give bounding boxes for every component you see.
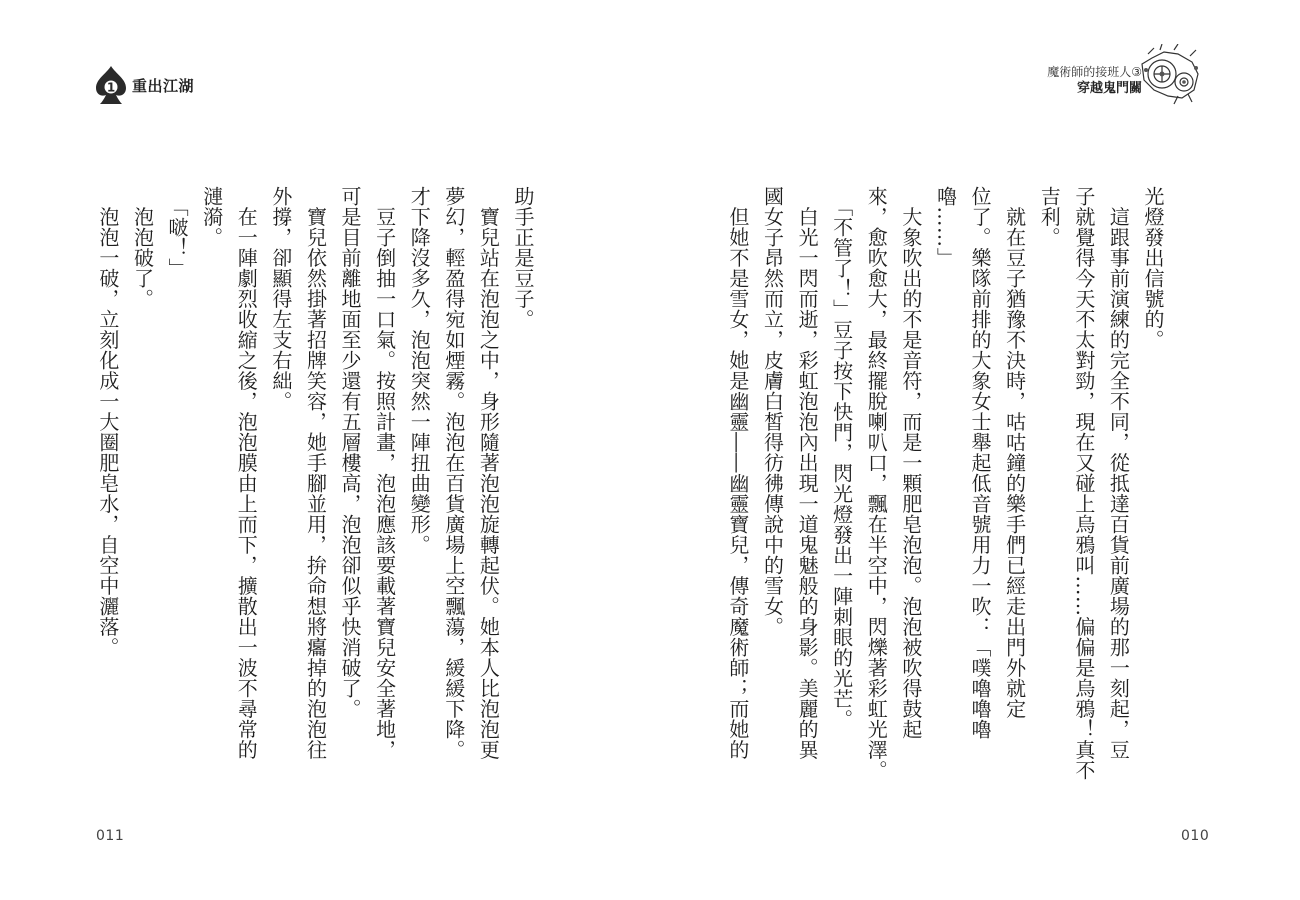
text-line: 這跟事前演練的完全不同，從抵達百貨前廣場的那一刻起，豆	[1106, 186, 1131, 760]
text-line: 就在豆子猶豫不決時，咕咕鐘的樂手們已經走出門外就定	[1002, 186, 1027, 719]
text-line: 寶兒站在泡泡之中，身形隨著泡泡旋轉起伏。她本人比泡泡更	[476, 186, 501, 760]
text-line: 國女子昂然而立，皮膚白皙得彷彿傳說中的雪女。	[760, 186, 785, 637]
text-line: 光燈發出信號的。	[1141, 186, 1165, 350]
left-page-text	[95, 186, 540, 826]
text-line: 外撐，卻顯得左支右絀。	[268, 186, 293, 412]
text-line: 子就覺得今天不太對勁，現在又碰上烏鴉叫……偏偏是烏鴉！真不	[1071, 186, 1096, 781]
right-page-text	[725, 186, 1170, 826]
chapter-header	[94, 62, 194, 108]
chapter-number: 1	[106, 80, 116, 95]
book-subtitle: 穿越鬼門關	[1076, 81, 1142, 96]
text-line: 可是目前離地面至少還有五層樓高，泡泡卻似乎快消破了。	[338, 186, 363, 719]
text-line: 但她不是雪女，她是幽靈――幽靈寶兒，傳奇魔術師；而她的	[725, 186, 750, 760]
book-title: 魔術師的接班人③	[1047, 65, 1142, 79]
page-number-right: 010	[1181, 828, 1210, 844]
page-number-left: 011	[96, 828, 125, 844]
text-line: 吉利。	[1037, 186, 1062, 248]
text-line: 泡泡破了。	[130, 186, 155, 309]
text-line: 豆子倒抽一口氣。按照計畫，泡泡應該要載著寶兒安全著地，	[372, 186, 397, 760]
text-line: 漣漪。	[199, 186, 224, 248]
chapter-title: 重出江湖	[132, 76, 195, 95]
text-line: 「啵！」	[165, 186, 190, 279]
spade-icon	[94, 64, 128, 106]
text-line: 大象吹出的不是音符，而是一顆肥皂泡泡。泡泡被吹得鼓起	[898, 186, 923, 740]
text-line: 嚕……」	[933, 186, 958, 268]
text-line: 來，愈吹愈大，最終擺脫喇叭口，飄在半空中，閃爍著彩虹光澤。	[864, 186, 889, 781]
mechanical-emblem-icon	[1134, 44, 1204, 106]
text-line: 夢幻，輕盈得宛如煙霧。泡泡在百貨廣場上空飄蕩，緩緩下降。	[441, 186, 466, 760]
text-line: 位了。樂隊前排的大象女士舉起低音號用力一吹：「噗嚕嚕嚕	[968, 186, 993, 740]
text-line: 泡泡一破，立刻化成一大圈肥皂水，自空中灑落。	[95, 186, 120, 658]
book-header	[1047, 64, 1142, 98]
text-line: 寶兒依然掛著招牌笑容，她手腳並用，拚命想將癟掉的泡泡往	[303, 186, 328, 760]
text-line: 「不管了！」豆子按下快門，閃光燈發出一陣刺眼的光芒。	[829, 186, 854, 730]
text-line: 助手正是豆子。	[511, 186, 535, 330]
text-line: 白光一閃而逝，彩虹泡泡內出現一道鬼魅般的身影。美麗的異	[795, 186, 820, 760]
text-line: 在一陣劇烈收縮之後，泡泡膜由上而下，擴散出一波不尋常的	[234, 186, 259, 760]
text-line: 才下降沒多久，泡泡突然一陣扭曲變形。	[407, 186, 432, 555]
